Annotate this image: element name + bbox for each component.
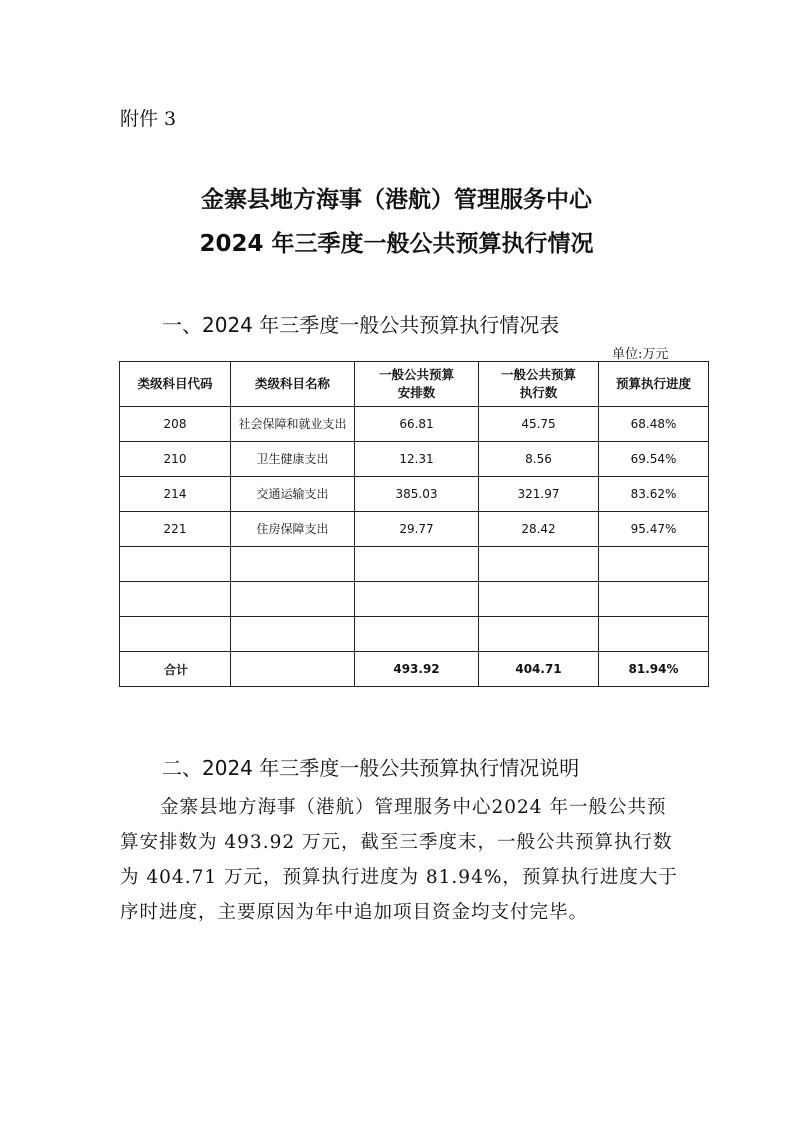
explanation-paragraph: 金寨县地方海事（港航）管理服务中心2024 年一般公共预算安排数为 493.92 万元，截至三季度末，一般公共预算执行数为 404.71 万元，预算执行进度为 81.94%，预算执行进度大于序时进度，主要原因为年中追加项目资金均支付完毕。: [120, 797, 678, 923]
table-row-empty: [120, 547, 709, 582]
total-label: 合计: [120, 652, 231, 687]
header-name: 类级科目名称: [231, 362, 355, 407]
cell-budget: 12.31: [355, 442, 479, 477]
cell-name: 交通运输支出: [231, 477, 355, 512]
cell-budget: 385.03: [355, 477, 479, 512]
cell-executed: 45.75: [479, 407, 599, 442]
header-executed: 一般公共预算 执行数: [479, 362, 599, 407]
cell-empty: [120, 617, 231, 652]
cell-budget: 66.81: [355, 407, 479, 442]
table-row-empty: [120, 617, 709, 652]
total-executed: 404.71: [479, 652, 599, 687]
table-row: [120, 407, 709, 442]
total-budget: 493.92: [355, 652, 479, 687]
cell-empty: [479, 582, 599, 617]
cell-name: 住房保障支出: [231, 512, 355, 547]
section2-heading: 二、2024 年三季度一般公共预算执行情况说明: [162, 756, 580, 780]
unit-label: 单位:万元: [612, 347, 669, 362]
header-code: 类级科目代码: [120, 362, 231, 407]
cell-progress: 68.48%: [599, 407, 709, 442]
table-row: [120, 512, 709, 547]
cell-name: 卫生健康支出: [231, 442, 355, 477]
cell-empty: [479, 547, 599, 582]
cell-executed: 321.97: [479, 477, 599, 512]
table-header-row: [120, 362, 709, 407]
cell-empty: [231, 582, 355, 617]
page-title-line2: 2024 年三季度一般公共预算执行情况: [199, 231, 594, 257]
cell-empty: [355, 582, 479, 617]
cell-code: 208: [120, 407, 231, 442]
table-row: [120, 477, 709, 512]
header-progress: 预算执行进度: [599, 362, 709, 407]
cell-budget: 29.77: [355, 512, 479, 547]
cell-executed: 8.56: [479, 442, 599, 477]
cell-code: 221: [120, 512, 231, 547]
page-title-line1: 金寨县地方海事（港航）管理服务中心: [201, 187, 592, 213]
cell-empty: [231, 547, 355, 582]
table-total-row: [120, 652, 709, 687]
cell-progress: 69.54%: [599, 442, 709, 477]
cell-progress: 83.62%: [599, 477, 709, 512]
total-name: [231, 652, 355, 687]
cell-empty: [355, 547, 479, 582]
cell-code: 210: [120, 442, 231, 477]
cell-empty: [599, 617, 709, 652]
table-row-empty: [120, 582, 709, 617]
attachment-label: 附件 3: [120, 108, 177, 130]
cell-name: 社会保障和就业支出: [231, 407, 355, 442]
budget-table: [119, 361, 709, 687]
cell-executed: 28.42: [479, 512, 599, 547]
header-budget: 一般公共预算 安排数: [355, 362, 479, 407]
cell-empty: [120, 547, 231, 582]
cell-empty: [231, 617, 355, 652]
cell-empty: [355, 617, 479, 652]
cell-empty: [599, 547, 709, 582]
section1-heading: 一、2024 年三季度一般公共预算执行情况表: [162, 313, 560, 337]
cell-empty: [120, 582, 231, 617]
cell-code: 214: [120, 477, 231, 512]
table-row: [120, 442, 709, 477]
total-progress: 81.94%: [599, 652, 709, 687]
cell-progress: 95.47%: [599, 512, 709, 547]
cell-empty: [599, 582, 709, 617]
cell-empty: [479, 617, 599, 652]
